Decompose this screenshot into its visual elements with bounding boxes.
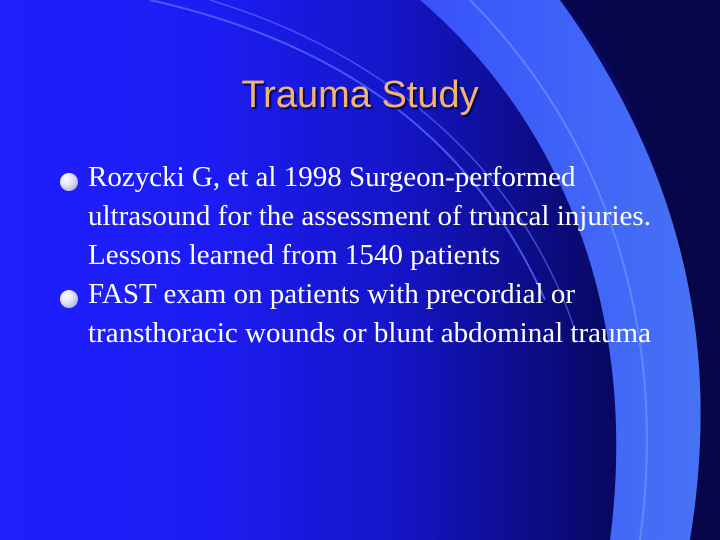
slide-title-text: Trauma Study <box>241 74 479 116</box>
bullet-item <box>58 275 668 353</box>
bullet-text: Rozycki G, et al 1998 Surgeon-performed ultrasound for the assessment of truncal injuries. Lessons learned from 1540 patients <box>88 161 651 271</box>
disc-bullet-icon <box>60 290 78 308</box>
disc-bullet-icon <box>60 173 78 191</box>
bullet-text: FAST exam on patients with precordial or transthoracic wounds or blunt abdominal trauma <box>88 278 651 349</box>
bullet-item <box>58 158 668 275</box>
bullet-list <box>58 158 668 353</box>
slide-title <box>0 70 720 120</box>
